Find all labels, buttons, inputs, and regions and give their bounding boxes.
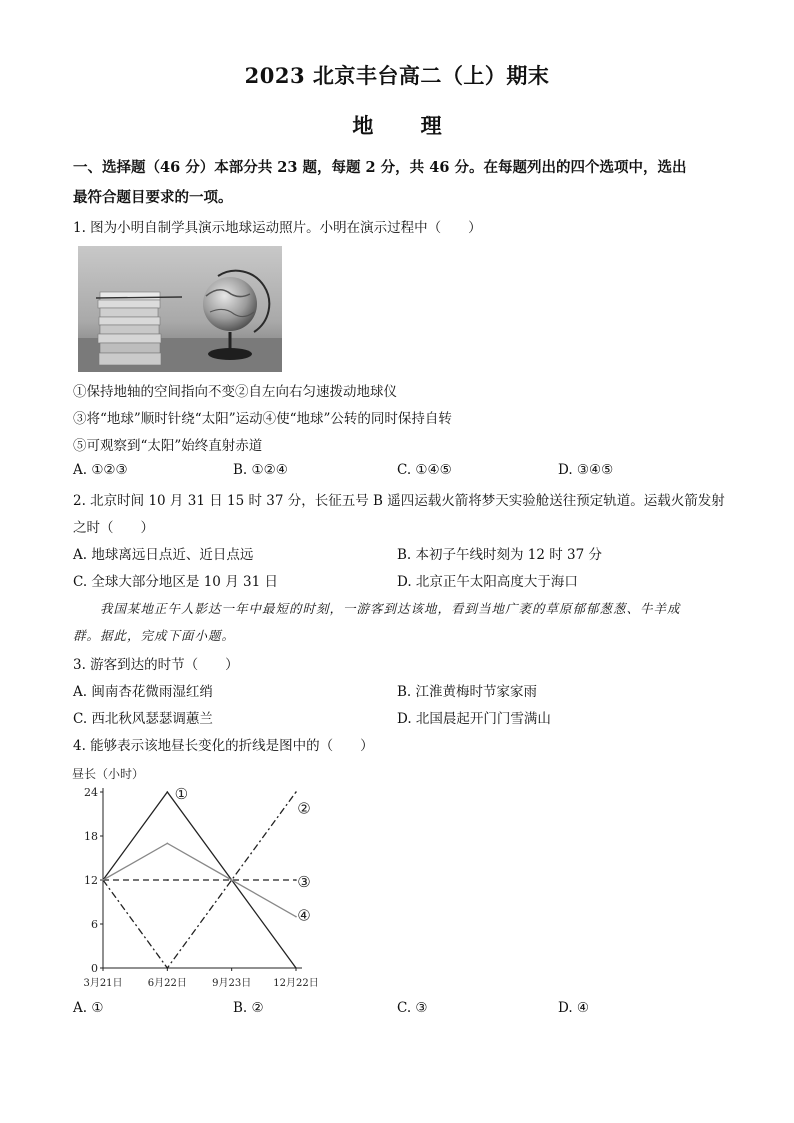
q3-option-c: C. 西北秋风瑟瑟调蕙兰	[73, 711, 213, 727]
q4-option-a: A. ①	[73, 1000, 104, 1016]
q3-option-d: D. 北国晨起开门门雪满山	[397, 711, 551, 727]
q2-option-a: A. 地球离远日点近、近日点远	[73, 547, 254, 563]
globe-demo-illustration	[78, 246, 282, 372]
globe-demo-photo	[78, 246, 282, 372]
series-1-point	[167, 791, 169, 793]
q2-stem-line2: 之时（ ）	[73, 520, 154, 536]
q1-item-3: ⑤可观察到“太阳”始终直射赤道	[73, 438, 263, 454]
y-tick-label: 12	[84, 874, 98, 887]
series-label-2: ②	[297, 799, 311, 818]
q2-option-d: D. 北京正午太阳高度大于海口	[397, 574, 578, 590]
q2-stem-line1: 2. 北京时间 10 月 31 日 15 时 37 分，长征五号 B 遥四运载火箭将梦天实验舱送往预定轨道。运载火箭发射	[73, 493, 725, 509]
q1-option-a: A. ①②③	[73, 462, 128, 478]
q1-item-2: ③将“地球”顺时针绕“太阳”运动④使“地球”公转的同时保持自转	[73, 411, 452, 427]
material-line1: 我国某地正午人影达一年中最短的时刻，一游客到达该地，看到当地广袤的草原郁郁葱葱、牛羊成	[100, 601, 681, 616]
q3-option-b: B. 江淮黄梅时节家家雨	[397, 684, 538, 700]
q1-stem: 1. 图为小明自制学具演示地球运动照片。小明在演示过程中（ ）	[73, 220, 482, 236]
material-line2: 群。据此，完成下面小题。	[73, 628, 236, 643]
x-tick-label: 6月22日	[147, 978, 187, 989]
daylength-chart	[68, 762, 338, 994]
series-4-point	[231, 879, 233, 881]
q2-option-c: C. 全球大部分地区是 10 月 31 日	[73, 574, 278, 590]
q4-stem: 4. 能够表示该地昼长变化的折线是图中的（ ）	[73, 738, 374, 754]
q2-option-b: B. 本初子午线时刻为 12 时 37 分	[397, 547, 603, 563]
q3-stem: 3. 游客到达的时节（ ）	[73, 657, 239, 673]
q1-option-b: B. ①②④	[233, 462, 288, 478]
daylength-chart-svg	[68, 762, 338, 994]
q3-option-a: A. 闽南杏花微雨湿红绡	[73, 684, 213, 700]
q4-option-c: C. ③	[397, 1000, 428, 1016]
y-axis-label: 昼长（小时）	[72, 767, 145, 781]
y-tick-label: 0	[91, 962, 98, 975]
q1-option-d: D. ③④⑤	[558, 462, 614, 478]
q1-option-c: C. ①④⑤	[397, 462, 452, 478]
y-tick-label: 24	[84, 786, 98, 799]
series-4-point	[102, 879, 104, 881]
series-2-point	[295, 791, 297, 793]
section-instruction-line2: 最符合题目要求的一项。	[73, 189, 233, 206]
series-label-3: ③	[297, 873, 311, 891]
series-1-point	[295, 967, 297, 969]
x-tick-label: 12月22日	[273, 978, 319, 989]
series-3-point	[167, 879, 169, 881]
series-2-point	[167, 967, 169, 969]
q4-option-b: B. ②	[233, 1000, 264, 1016]
q4-option-d: D. ④	[558, 1000, 590, 1016]
q1-item-1: ①保持地轴的空间指向不变②自左向右匀速拨动地球仪	[73, 384, 397, 400]
series-label-4: ④	[297, 906, 311, 925]
page-title: 2023 北京丰台高二（上）期末	[244, 63, 550, 88]
section-instruction-line1: 一、选择题（46 分）本部分共 23 题，每题 2 分，共 46 分。在每题列出的四个选项中，选出	[73, 159, 687, 176]
series-4-point	[167, 843, 169, 845]
series-label-1: ①	[174, 785, 189, 803]
x-tick-label: 3月21日	[83, 978, 123, 989]
y-tick-label: 18	[84, 830, 98, 843]
subject-title: 地 理	[352, 113, 442, 138]
x-tick-label: 9月23日	[212, 978, 252, 989]
y-tick-label: 6	[91, 918, 98, 931]
